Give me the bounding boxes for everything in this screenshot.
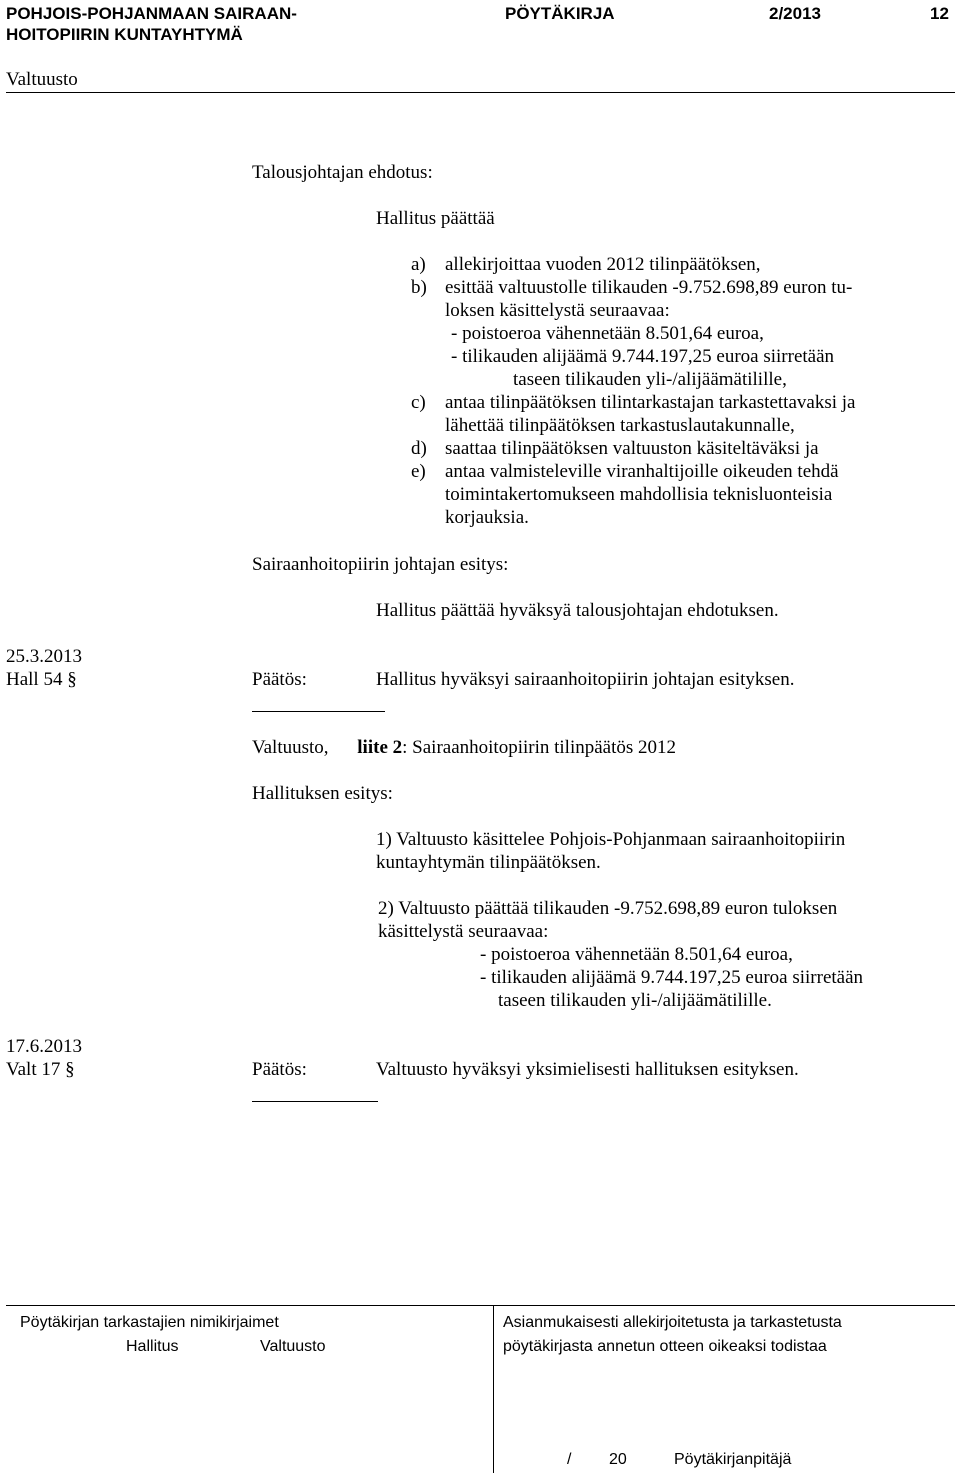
footer-checkers-board: Hallitus	[126, 1338, 179, 1355]
decision-text: Hallitus hyväksyi sairaanhoitopiirin johtajan esityksen.	[376, 669, 795, 690]
sub-item: - tilikauden alijäämä 9.744.197,25 euroa siirretään	[480, 967, 864, 988]
section-divider	[252, 1101, 378, 1102]
doc-number: 2/2013	[769, 4, 821, 23]
footer-certification-line1: Asianmukaisesti allekirjoitetusta ja tarkastetusta	[503, 1314, 842, 1331]
decision-label: Päätös:	[252, 1059, 307, 1080]
org-name-line1: POHJOIS-POHJANMAAN SAIRAAN-	[6, 4, 297, 23]
meeting-date: 25.3.2013	[6, 646, 82, 667]
footer-certification-line2: pöytäkirjasta annetun otteen oikeaksi todistaa	[503, 1338, 827, 1355]
proposal-label: Talousjohtajan ehdotus:	[252, 162, 433, 183]
attachment-ref: liite 2	[357, 737, 403, 758]
attachment-title: : Sairaanhoitopiirin tilinpäätös 2012	[402, 737, 677, 758]
decision-text: Valtuusto hyväksyi yksimielisesti hallituksen esityksen.	[376, 1059, 799, 1080]
footer-minutes-keeper: Pöytäkirjanpitäjä	[674, 1451, 792, 1468]
header-divider	[6, 92, 955, 93]
page-number: 12	[930, 4, 949, 23]
attachment-line	[252, 736, 676, 759]
attachment-body: Valtuusto,	[252, 737, 329, 758]
proposal-intro: Hallitus päättää	[376, 208, 495, 229]
footer-date-slash: /	[567, 1451, 572, 1468]
body-name: Valtuusto	[6, 69, 78, 90]
sub-item-continuation: taseen tilikauden yli-/alijäämätilille.	[498, 990, 772, 1011]
proposal-point-1: 1) Valtuusto käsittelee Pohjois-Pohjanmaan sairaanhoitopiirin	[376, 829, 846, 850]
sub-item: - poistoeroa vähennetään 8.501,64 euroa,	[451, 323, 764, 344]
section-reference: Valt 17 §	[6, 1059, 75, 1080]
proposal-point-2-cont: käsittelystä seuraavaa:	[378, 921, 549, 942]
sub-item: - poistoeroa vähennetään 8.501,64 euroa,	[480, 944, 793, 965]
footer-divider	[6, 1305, 955, 1306]
meeting-date: 17.6.2013	[6, 1036, 82, 1057]
sub-item-continuation: taseen tilikauden yli-/alijäämätilille,	[513, 369, 787, 390]
section-divider	[252, 711, 385, 712]
board-proposal-label: Hallituksen esitys:	[252, 783, 393, 804]
section-reference: Hall 54 §	[6, 669, 77, 690]
doc-type: PÖYTÄKIRJA	[505, 4, 615, 23]
footer-checkers-title: Pöytäkirjan tarkastajien nimikirjaimet	[20, 1314, 279, 1331]
decision-label: Päätös:	[252, 669, 307, 690]
sub-item: - tilikauden alijäämä 9.744.197,25 euroa siirretään	[451, 346, 835, 367]
proposal-point-2: 2) Valtuusto päättää tilikauden -9.752.698,89 euron tuloksen	[378, 898, 838, 919]
director-proposal-label: Sairaanhoitopiirin johtajan esitys:	[252, 554, 509, 575]
footer-checkers-council: Valtuusto	[260, 1338, 326, 1355]
footer-column-divider	[493, 1305, 494, 1473]
director-proposal-text: Hallitus päättää hyväksyä talousjohtajan ehdotuksen.	[376, 600, 779, 621]
proposal-point-1-cont: kuntayhtymän tilinpäätöksen.	[376, 852, 601, 873]
footer-year: 20	[609, 1451, 627, 1468]
org-name-line2: HOITOPIIRIN KUNTAYHTYMÄ	[6, 25, 243, 44]
